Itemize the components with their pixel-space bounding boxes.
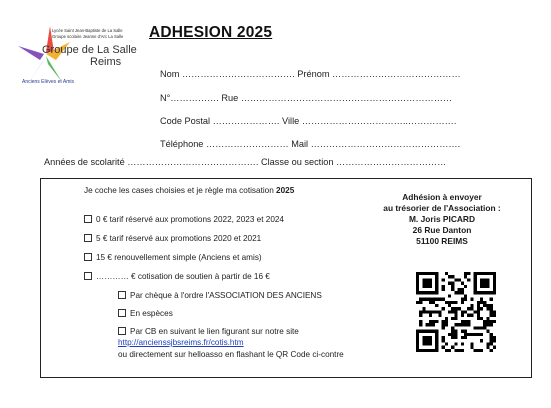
association-logo: [16, 22, 141, 106]
address-line-1: Adhésion à envoyer: [402, 192, 482, 202]
option-label-3: ………… € cotisation de soutien à partir de 16 €: [96, 272, 270, 281]
address-block: [372, 192, 512, 247]
payment-checkbox-2[interactable]: [118, 327, 126, 335]
address-line-3: M. Joris PICARD: [408, 214, 476, 224]
payment-checkbox-0[interactable]: [118, 291, 126, 299]
logo-line1: Lycée Saint Jean-Baptiste de La Salle: [52, 28, 123, 33]
cotisation-link[interactable]: http://ancienssjbsreims.fr/cotis.htm: [118, 338, 244, 347]
payment-row-2[interactable]: [118, 327, 299, 336]
payment-row-0[interactable]: [118, 291, 322, 300]
payment-checkbox-1[interactable]: [118, 309, 126, 317]
address-line-4: 26 Rue Danton: [412, 225, 472, 235]
telephone-mail-field[interactable]: Téléphone ……………………… Mail ………………………………………….: [160, 139, 461, 149]
intro-year: 2025: [276, 186, 295, 195]
cotisation-intro: [84, 186, 294, 195]
option-label-0: 0 € tarif réservé aux promotions 2022, 2023 et 2024: [96, 215, 284, 224]
option-label-2: 15 € renouvellement simple (Anciens et amis): [96, 253, 262, 262]
payment-label-1: En espèces: [130, 309, 173, 318]
qr-code-icon[interactable]: [416, 272, 496, 352]
address-line-5: 51100 REIMS: [416, 236, 468, 246]
payment-row-1[interactable]: [118, 309, 173, 318]
logo-line2: Groupe scolaire Jeanne d'Arc La Salle: [52, 34, 124, 39]
checkbox-0[interactable]: [84, 215, 92, 223]
checkbox-3[interactable]: [84, 272, 92, 280]
option-row-0[interactable]: [84, 215, 284, 224]
option-row-3[interactable]: [84, 272, 270, 281]
checkbox-1[interactable]: [84, 234, 92, 242]
payment-label-0: Par chèque à l'ordre l'ASSOCIATION DES ANCIENS: [130, 291, 322, 300]
code-postal-ville-field[interactable]: Code Postal …………………. Ville ……………………………..…………….: [160, 116, 457, 126]
helloasso-text: ou directement sur helloasso en flashant le QR Code ci-contre: [118, 350, 344, 359]
option-row-1[interactable]: [84, 234, 261, 243]
logo-footer: Anciens Elèves et Amis: [22, 79, 74, 85]
logo-main-line2: Reims: [90, 56, 122, 68]
annees-classe-field[interactable]: Années de scolarité ……………………………………. Classe ou section ………………………………: [44, 157, 447, 167]
payment-label-2: Par CB en suivant le lien figurant sur notre site: [130, 327, 299, 336]
page-title: ADHESION 2025: [149, 24, 273, 41]
logo-main-line1: Groupe de La Salle: [42, 44, 137, 56]
address-line-2: au trésorier de l'Association :: [383, 203, 501, 213]
rue-field[interactable]: N°……………. Rue ……………………………………………………………: [160, 93, 453, 103]
option-row-2[interactable]: [84, 253, 262, 262]
option-label-1: 5 € tarif réservé aux promotions 2020 et 2021: [96, 234, 262, 243]
checkbox-2[interactable]: [84, 253, 92, 261]
nom-prenom-field[interactable]: Nom ………………………………. Prénom ……………………………………: [160, 69, 461, 79]
intro-text: Je coche les cases choisies et je règle ma cotisation: [84, 186, 277, 195]
